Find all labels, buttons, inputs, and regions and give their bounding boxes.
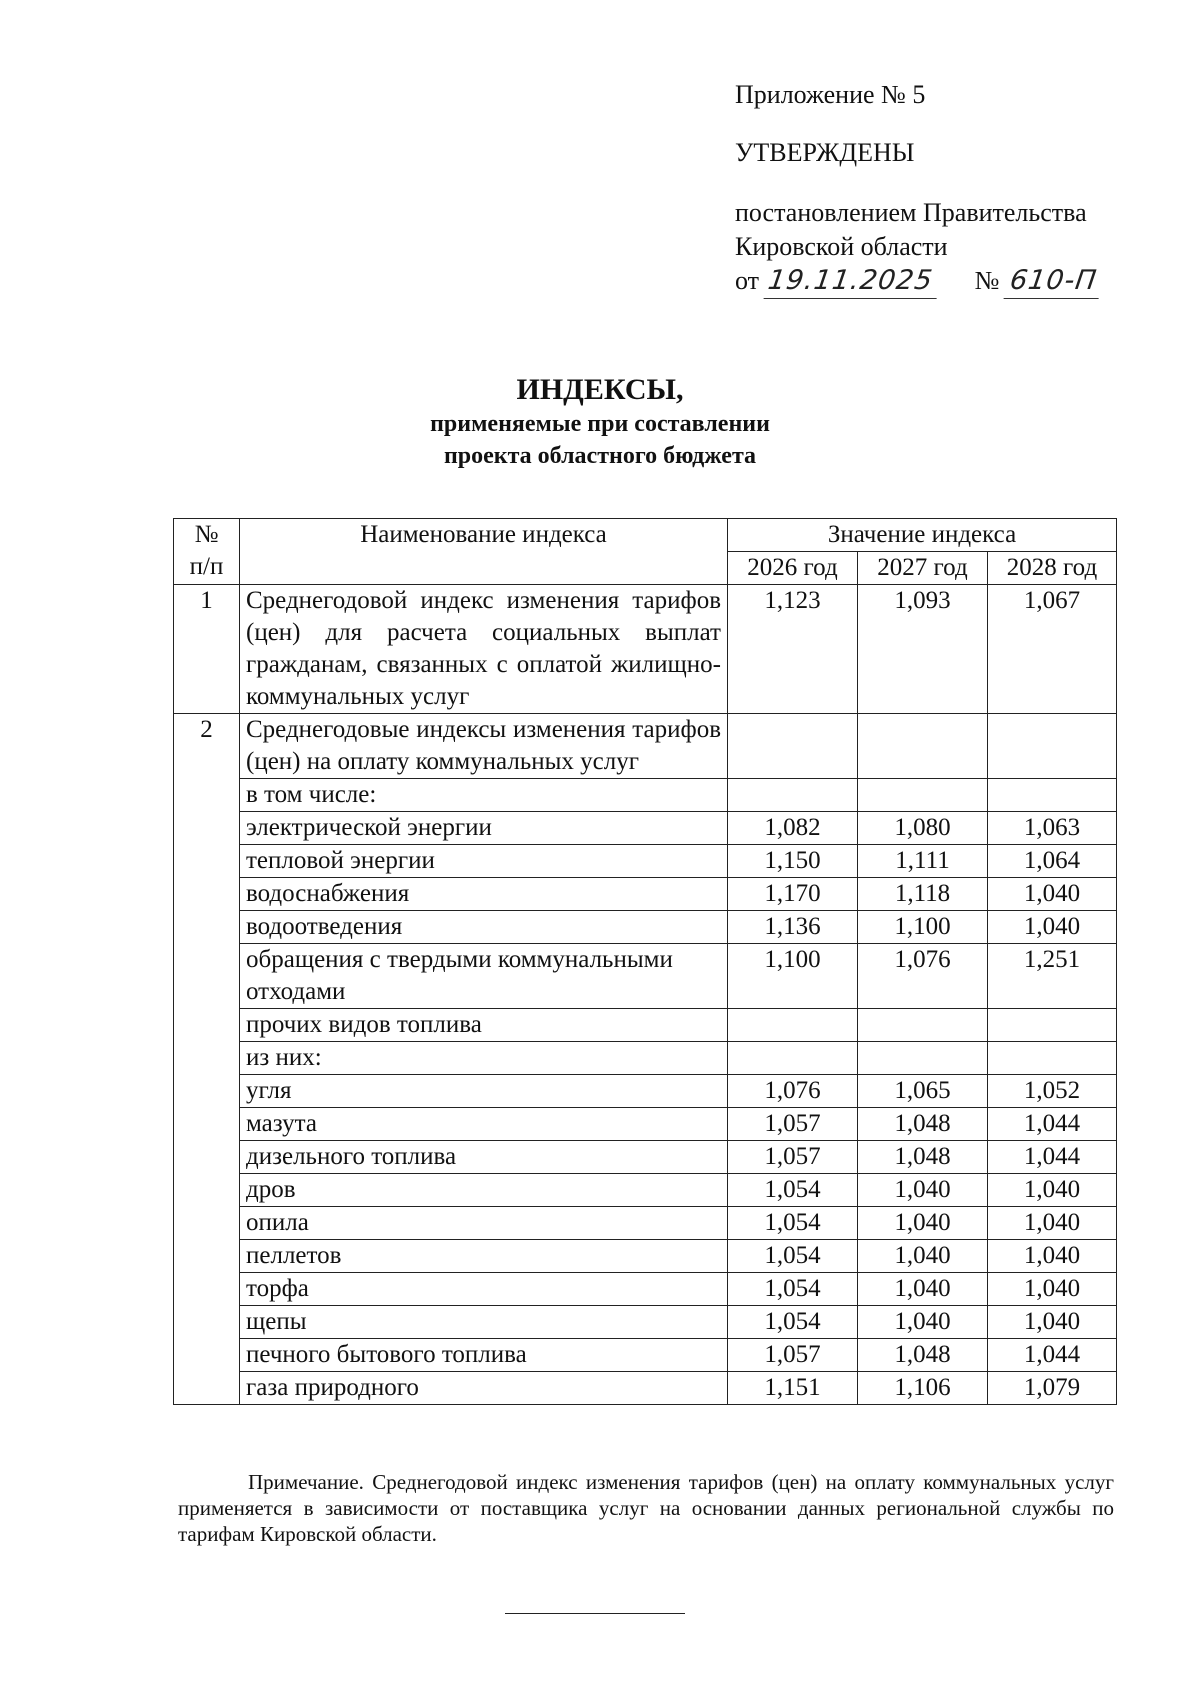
document-title: [0, 372, 1200, 472]
value-2026: 1,082: [728, 812, 858, 845]
from-prefix: от: [735, 266, 760, 295]
year-2028: 2028 год: [988, 552, 1117, 585]
value-2026: 1,123: [728, 585, 858, 714]
row-name: дров: [240, 1174, 728, 1207]
value-2026: 1,057: [728, 1108, 858, 1141]
value-2027: 1,040: [858, 1240, 988, 1273]
appendix-label: Приложение № 5: [735, 80, 926, 109]
table-row: [174, 944, 1117, 1009]
value-2027: 1,076: [858, 944, 988, 1009]
table-row: [174, 1306, 1117, 1339]
table-row: [174, 1009, 1117, 1042]
value-2026: 1,054: [728, 1240, 858, 1273]
table-row: [174, 878, 1117, 911]
row-name: обращения с твердыми коммунальными отходами: [240, 944, 728, 1009]
value-2028: 1,064: [988, 845, 1117, 878]
table-row: [174, 779, 1117, 812]
row-name: печного бытового топлива: [240, 1339, 728, 1372]
row-name: мазута: [240, 1108, 728, 1141]
table-row: [174, 1372, 1117, 1405]
value-2028: 1,067: [988, 585, 1117, 714]
row-name: водоотведения: [240, 911, 728, 944]
title-line-1: ИНДЕКСЫ,: [516, 373, 684, 406]
value-2028: 1,079: [988, 1372, 1117, 1405]
resolution-line-1: постановлением Правительства: [735, 198, 1087, 227]
value-2028: 1,044: [988, 1339, 1117, 1372]
value-2026: 1,100: [728, 944, 858, 1009]
row-name: в том числе:: [240, 779, 728, 812]
title-line-3: проекта областного бюджета: [443, 443, 757, 469]
value-2027: 1,040: [858, 1306, 988, 1339]
value-2026: 1,054: [728, 1273, 858, 1306]
table-header-row: [174, 519, 1117, 552]
value-2027: 1,100: [858, 911, 988, 944]
number-prefix: №: [974, 266, 1000, 295]
approval-block: [735, 78, 1101, 299]
table-row: [174, 911, 1117, 944]
value-2027: 1,118: [858, 878, 988, 911]
value-2028: 1,040: [988, 878, 1117, 911]
value-2028: 1,063: [988, 812, 1117, 845]
table-row: [174, 714, 1117, 779]
row-name: пеллетов: [240, 1240, 728, 1273]
value-2027: 1,048: [858, 1339, 988, 1372]
handwritten-date: 19.11.2025: [763, 264, 941, 299]
table-row: [174, 845, 1117, 878]
handwritten-number: 610-П: [1003, 264, 1103, 299]
value-2027: 1,040: [858, 1273, 988, 1306]
value-2028: 1,044: [988, 1108, 1117, 1141]
table-row: [174, 1042, 1117, 1075]
value-2026: 1,076: [728, 1075, 858, 1108]
value-2026: 1,054: [728, 1306, 858, 1339]
footnote: Примечание. Среднегодовой индекс изменения тарифов (цен) на оплату коммунальных услуг применяется в зависимости от поставщика услуг на основании данных региональной службы по тарифам Кировской области.: [178, 1470, 1114, 1546]
table-row: [174, 1240, 1117, 1273]
col-name-header: Наименование индекса: [240, 519, 728, 585]
table-row: [174, 1141, 1117, 1174]
table-row: [174, 1108, 1117, 1141]
value-2027: 1,080: [858, 812, 988, 845]
approved-label: УТВЕРЖДЕНЫ: [735, 138, 915, 167]
value-2026: 1,136: [728, 911, 858, 944]
value-2027: 1,065: [858, 1075, 988, 1108]
col-values-header: Значение индекса: [728, 519, 1117, 552]
resolution-date-number: [735, 264, 1101, 299]
row-name: из них:: [240, 1042, 728, 1075]
row-name: прочих видов топлива: [240, 1009, 728, 1042]
row-name: водоснабжения: [240, 878, 728, 911]
value-2027: 1,040: [858, 1174, 988, 1207]
table-row: [174, 1273, 1117, 1306]
value-2028: 1,040: [988, 1306, 1117, 1339]
value-2027: 1,048: [858, 1141, 988, 1174]
table-row: [174, 1075, 1117, 1108]
row-number: 1: [174, 585, 240, 714]
row-name: Среднегодовые индексы изменения тарифов (цен) на оплату коммунальных услуг: [240, 714, 728, 779]
value-2026: 1,170: [728, 878, 858, 911]
table-row: [174, 812, 1117, 845]
value-2027: 1,111: [858, 845, 988, 878]
row-name: опила: [240, 1207, 728, 1240]
value-2026: 1,151: [728, 1372, 858, 1405]
value-2028: 1,040: [988, 1174, 1117, 1207]
value-2028: 1,044: [988, 1141, 1117, 1174]
value-2026: 1,054: [728, 1174, 858, 1207]
table-row: [174, 1207, 1117, 1240]
end-rule: [505, 1613, 685, 1614]
row-name: дизельного топлива: [240, 1141, 728, 1174]
value-2026: 1,057: [728, 1339, 858, 1372]
row-name: щепы: [240, 1306, 728, 1339]
value-2027: 1,048: [858, 1108, 988, 1141]
value-2028: 1,251: [988, 944, 1117, 1009]
table-row: [174, 1174, 1117, 1207]
resolution-line-2: Кировской области: [735, 232, 948, 261]
value-2026: 1,057: [728, 1141, 858, 1174]
value-2027: 1,106: [858, 1372, 988, 1405]
row-name: торфа: [240, 1273, 728, 1306]
value-2028: 1,040: [988, 1240, 1117, 1273]
year-2026: 2026 год: [728, 552, 858, 585]
row-name: тепловой энергии: [240, 845, 728, 878]
value-2028: 1,052: [988, 1075, 1117, 1108]
row-number: 2: [174, 714, 240, 1405]
row-name: газа природного: [240, 1372, 728, 1405]
table-row: [174, 1339, 1117, 1372]
value-2026: 1,150: [728, 845, 858, 878]
title-line-2: применяемые при составлении: [430, 411, 770, 437]
value-2028: 1,040: [988, 1207, 1117, 1240]
value-2027: 1,093: [858, 585, 988, 714]
year-2027: 2027 год: [858, 552, 988, 585]
col-num-header: № п/п: [174, 519, 240, 585]
row-name: угля: [240, 1075, 728, 1108]
value-2026: 1,054: [728, 1207, 858, 1240]
table-row: [174, 585, 1117, 714]
value-2028: 1,040: [988, 911, 1117, 944]
value-2028: 1,040: [988, 1273, 1117, 1306]
index-table: [173, 518, 1117, 1405]
row-name: электрической энергии: [240, 812, 728, 845]
row-name: Среднегодовой индекс изменения тарифов (цен) для расчета социальных выплат гражданам, связанных с оплатой жилищно-коммунальных услуг: [240, 585, 728, 714]
value-2027: 1,040: [858, 1207, 988, 1240]
